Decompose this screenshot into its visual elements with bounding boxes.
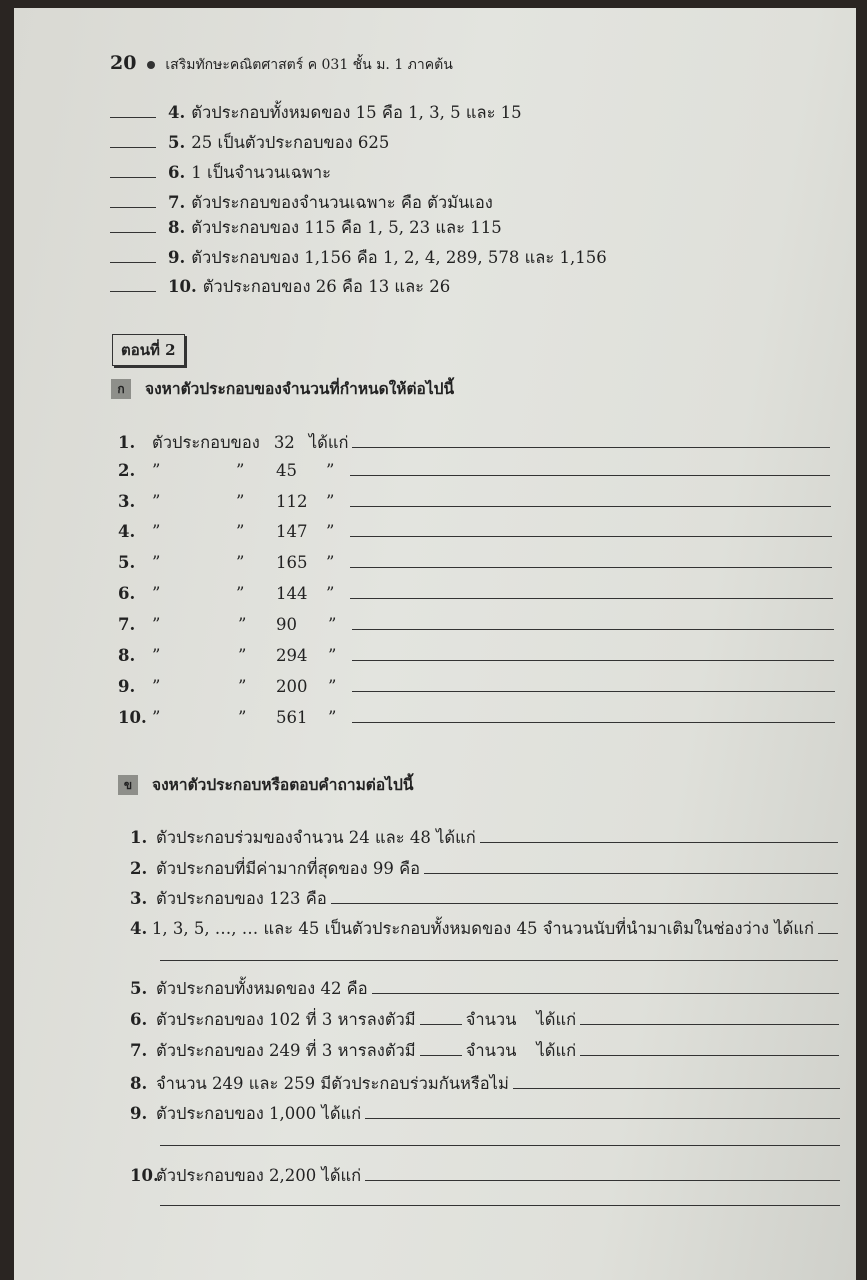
- answer-line[interactable]: [424, 861, 838, 874]
- section-a-heading: ก จงหาตัวประกอบของจำนวนที่กำหนดให้ต่อไปนี้: [111, 376, 454, 401]
- list-item: 7. ” ” 90 ”: [118, 615, 834, 634]
- tf-item: 4. ตัวประกอบทั้งหมดของ 15 คือ 1, 3, 5 และ 15: [110, 100, 522, 126]
- answer-line[interactable]: [352, 617, 834, 630]
- list-item: 4. ” ” 147 ”: [118, 522, 832, 541]
- list-item: 9. ” ” 200 ”: [118, 677, 835, 696]
- answer-line[interactable]: [580, 1012, 839, 1025]
- answer-line[interactable]: [352, 710, 835, 723]
- list-item: 4. 1, 3, 5, …, … และ 45 เป็นตัวประกอบทั้งหมดของ 45 จำนวนนับที่นำมาเติมในช่องว่าง ได้แก่: [130, 916, 838, 942]
- list-item: 3. ตัวประกอบของ 123 คือ: [130, 886, 838, 912]
- tf-item: 5. 25 เป็นตัวประกอบของ 625: [110, 130, 389, 156]
- tf-item: 10. ตัวประกอบของ 26 คือ 13 และ 26: [110, 274, 450, 300]
- answer-blank[interactable]: [110, 250, 156, 263]
- list-item: 10. ตัวประกอบของ 2,200 ได้แก่: [130, 1163, 840, 1189]
- answer-line[interactable]: [365, 1168, 840, 1181]
- page-number: 20: [110, 52, 137, 74]
- list-item: 1. ตัวประกอบร่วมของจำนวน 24 และ 48 ได้แก่: [130, 825, 838, 851]
- worksheet-page: [14, 8, 856, 1280]
- book-title: เสริมทักษะคณิตศาสตร์ ค 031 ชั้น ม. 1 ภาคต้น: [165, 57, 453, 73]
- tf-item: 8. ตัวประกอบของ 115 คือ 1, 5, 23 และ 115: [110, 215, 502, 241]
- answer-line-continuation[interactable]: [160, 950, 838, 961]
- tf-item: 7. ตัวประกอบของจำนวนเฉพาะ คือ ตัวมันเอง: [110, 190, 493, 216]
- section-a-marker: ก: [111, 379, 131, 399]
- section-b-heading: ข จงหาตัวประกอบหรือตอบคำถามต่อไปนี้: [118, 772, 413, 797]
- answer-line[interactable]: [580, 1043, 839, 1056]
- list-item: 8. จำนวน 249 และ 259 มีตัวประกอบร่วมกันหรือไม่: [130, 1071, 840, 1097]
- answer-line[interactable]: [818, 921, 838, 934]
- answer-line[interactable]: [350, 586, 833, 599]
- answer-line[interactable]: [352, 679, 835, 692]
- count-blank[interactable]: [420, 1012, 462, 1025]
- answer-line[interactable]: [352, 435, 830, 448]
- answer-blank[interactable]: [110, 195, 156, 208]
- list-item: 5. ตัวประกอบทั้งหมดของ 42 คือ: [130, 976, 839, 1002]
- answer-blank[interactable]: [110, 279, 156, 292]
- list-item: 1. ตัวประกอบของ 32 ได้แก่: [118, 430, 830, 456]
- answer-line[interactable]: [352, 648, 834, 661]
- answer-line[interactable]: [513, 1076, 840, 1089]
- list-item: 6. ” ” 144 ”: [118, 584, 833, 603]
- answer-line[interactable]: [350, 494, 831, 507]
- answer-line[interactable]: [480, 830, 838, 843]
- list-item: 2. ตัวประกอบที่มีค่ามากที่สุดของ 99 คือ: [130, 856, 838, 882]
- answer-line-continuation[interactable]: [160, 1135, 840, 1146]
- answer-line[interactable]: [350, 524, 832, 537]
- tf-item: 6. 1 เป็นจำนวนเฉพาะ: [110, 160, 331, 186]
- answer-blank[interactable]: [110, 105, 156, 118]
- list-item: 3. ” ” 112 ”: [118, 492, 831, 511]
- answer-line[interactable]: [365, 1106, 840, 1119]
- bullet-icon: [147, 61, 155, 69]
- answer-line[interactable]: [350, 555, 832, 568]
- page-header: [110, 52, 453, 76]
- list-item: 7. ตัวประกอบของ 249 ที่ 3 หารลงตัวมี จำนวน ได้แก่: [130, 1038, 839, 1064]
- answer-line-continuation[interactable]: [160, 1195, 840, 1206]
- list-item: 5. ” ” 165 ”: [118, 553, 832, 572]
- count-blank[interactable]: [420, 1043, 462, 1056]
- tf-item: 9. ตัวประกอบของ 1,156 คือ 1, 2, 4, 289, 578 และ 1,156: [110, 245, 607, 271]
- part-2-label: ตอนที่ 2: [112, 334, 185, 366]
- answer-line[interactable]: [331, 891, 838, 904]
- answer-blank[interactable]: [110, 220, 156, 233]
- list-item: 10. ” ” 561 ”: [118, 708, 835, 727]
- list-item: 6. ตัวประกอบของ 102 ที่ 3 หารลงตัวมี จำนวน ได้แก่: [130, 1007, 839, 1033]
- answer-line[interactable]: [372, 981, 839, 994]
- answer-blank[interactable]: [110, 165, 156, 178]
- list-item: 8. ” ” 294 ”: [118, 646, 834, 665]
- answer-blank[interactable]: [110, 135, 156, 148]
- list-item: 9. ตัวประกอบของ 1,000 ได้แก่: [130, 1101, 840, 1127]
- list-item: 2. ” ” 45 ”: [118, 461, 830, 480]
- section-b-marker: ข: [118, 775, 138, 795]
- answer-line[interactable]: [350, 463, 830, 476]
